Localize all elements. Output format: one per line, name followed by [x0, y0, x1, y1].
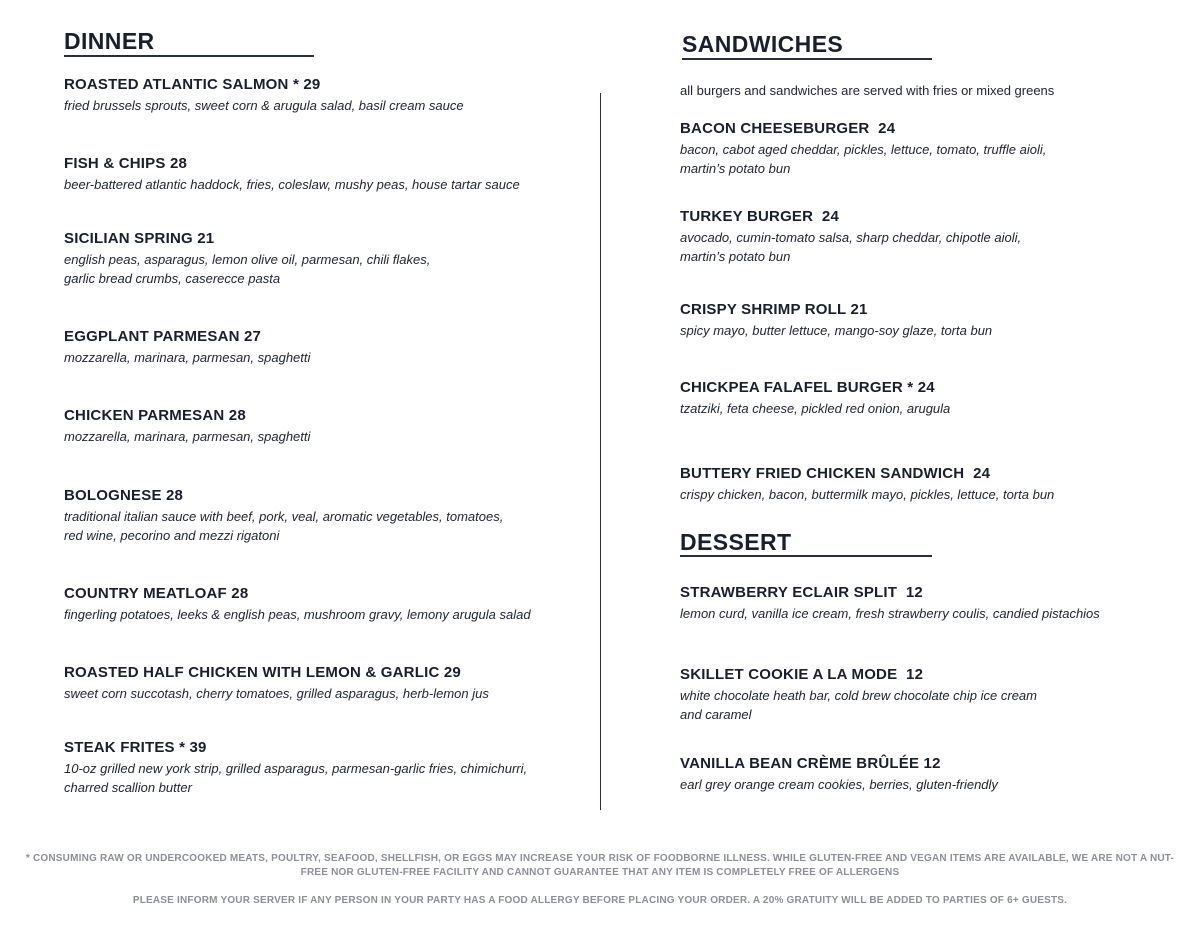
- item-name: ROASTED HALF CHICKEN WITH LEMON & GARLIC 29: [64, 664, 461, 681]
- menu-item: [64, 738, 527, 797]
- item-name: CHICKEN PARMESAN 28: [64, 407, 246, 424]
- menu-item: [680, 754, 998, 794]
- sandwiches-note: all burgers and sandwiches are served with fries or mixed greens: [680, 83, 1055, 98]
- menu-item: [64, 406, 310, 446]
- dessert-heading: DESSERT: [680, 529, 792, 555]
- item-description: spicy mayo, butter lettuce, mango-soy glaze, torta bun: [680, 323, 993, 338]
- item-name: TURKEY BURGER 24: [680, 208, 839, 225]
- menu-item: [64, 584, 531, 624]
- item-description: english peas, asparagus, lemon olive oil, parmesan, chili flakes, garlic bread crumbs, caserecce pasta: [64, 252, 431, 286]
- menu-item: [64, 663, 489, 703]
- item-name: CRISPY SHRIMP ROLL 21: [680, 301, 868, 318]
- item-description: lemon curd, vanilla ice cream, fresh strawberry coulis, candied pistachios: [680, 606, 1100, 621]
- menu-item: [64, 229, 430, 288]
- menu-item: [680, 665, 1037, 724]
- item-description: mozzarella, marinara, parmesan, spaghetti: [64, 350, 311, 365]
- menu-item: [64, 486, 503, 545]
- allergy-gratuity-notice: PLEASE INFORM YOUR SERVER IF ANY PERSON IN YOUR PARTY HAS A FOOD ALLERGY BEFORE PLACING YOUR ORDER. A 20% GRATUITY WILL BE ADDED TO PARTIES OF 6+ GUESTS.: [132, 895, 1068, 906]
- menu-item: [680, 119, 1046, 178]
- item-name: STRAWBERRY ECLAIR SPLIT 12: [680, 584, 923, 601]
- item-name: CHICKPEA FALAFEL BURGER * 24: [680, 379, 935, 396]
- menu-item: [680, 207, 1021, 266]
- item-name: BOLOGNESE 28: [64, 487, 184, 504]
- menu-item: [64, 75, 464, 115]
- item-description: avocado, cumin-tomato salsa, sharp cheddar, chipotle aioli, martin’s potato bun: [680, 230, 1022, 264]
- menu-item: [680, 378, 950, 418]
- item-description: fingerling potatoes, leeks & english peas, mushroom gravy, lemony arugula salad: [64, 607, 531, 622]
- menu-item: [64, 327, 310, 367]
- item-description: sweet corn succotash, cherry tomatoes, grilled asparagus, herb-lemon jus: [64, 686, 489, 701]
- item-description: beer-battered atlantic haddock, fries, coleslaw, mushy peas, house tartar sauce: [64, 177, 520, 192]
- item-name: BUTTERY FRIED CHICKEN SANDWICH 24: [680, 465, 991, 482]
- item-name: VANILLA BEAN CRÈME BRÛLÉE 12: [680, 755, 941, 772]
- item-name: SICILIAN SPRING 21: [64, 230, 215, 247]
- item-description: 10-oz grilled new york strip, grilled asparagus, parmesan-garlic fries, chimichurri, charred scallion butter: [64, 761, 528, 795]
- dinner-heading: DINNER: [64, 28, 155, 54]
- item-name: EGGPLANT PARMESAN 27: [64, 328, 262, 345]
- dinner-heading-underline: [64, 55, 314, 57]
- item-description: crispy chicken, bacon, buttermilk mayo, pickles, lettuce, torta bun: [680, 487, 1055, 502]
- item-name: BACON CHEESEBURGER 24: [680, 120, 896, 137]
- item-description: fried brussels sprouts, sweet corn & arugula salad, basil cream sauce: [64, 98, 464, 113]
- item-name: FISH & CHIPS 28: [64, 155, 188, 172]
- menu-item: [680, 464, 1054, 504]
- item-description: white chocolate heath bar, cold brew chocolate chip ice cream and caramel: [680, 688, 1037, 722]
- item-description: tzatziki, feta cheese, pickled red onion, arugula: [680, 401, 951, 416]
- dessert-heading-underline: [680, 555, 932, 557]
- menu-item: [64, 154, 520, 194]
- foodborne-illness-disclaimer: * CONSUMING RAW OR UNDERCOOKED MEATS, POULTRY, SEAFOOD, SHELLFISH, OR EGGS MAY INCREASE YOUR RISK OF FOODBORNE ILLNESS. WHILE GLUTEN-FREE AND VEGAN ITEMS ARE AVAILABLE, WE ARE NOT A NUT- FREE NOR GLUTEN-FREE FACILITY AND CANNOT GUARANTEE THAT ANY ITEM IS COMPLETELY FREE OF ALLERGENS: [25, 853, 1175, 878]
- column-divider: [600, 93, 601, 810]
- menu-item: [680, 583, 1100, 623]
- item-name: SKILLET COOKIE A LA MODE 12: [680, 666, 924, 683]
- item-description: traditional italian sauce with beef, pork, veal, aromatic vegetables, tomatoes, red wine, pecorino and mezzi rigatoni: [64, 509, 504, 543]
- item-name: STEAK FRITES * 39: [64, 739, 207, 756]
- item-name: COUNTRY MEATLOAF 28: [64, 585, 249, 602]
- sandwiches-heading: SANDWICHES: [682, 31, 844, 57]
- item-description: mozzarella, marinara, parmesan, spaghetti: [64, 429, 311, 444]
- sandwiches-heading-underline: [682, 58, 932, 60]
- menu-item: [680, 300, 992, 340]
- item-name: ROASTED ATLANTIC SALMON * 29: [64, 76, 321, 93]
- item-description: earl grey orange cream cookies, berries, gluten-friendly: [680, 777, 998, 792]
- item-description: bacon, cabot aged cheddar, pickles, lettuce, tomato, truffle aioli, martin’s potato bun: [680, 142, 1047, 176]
